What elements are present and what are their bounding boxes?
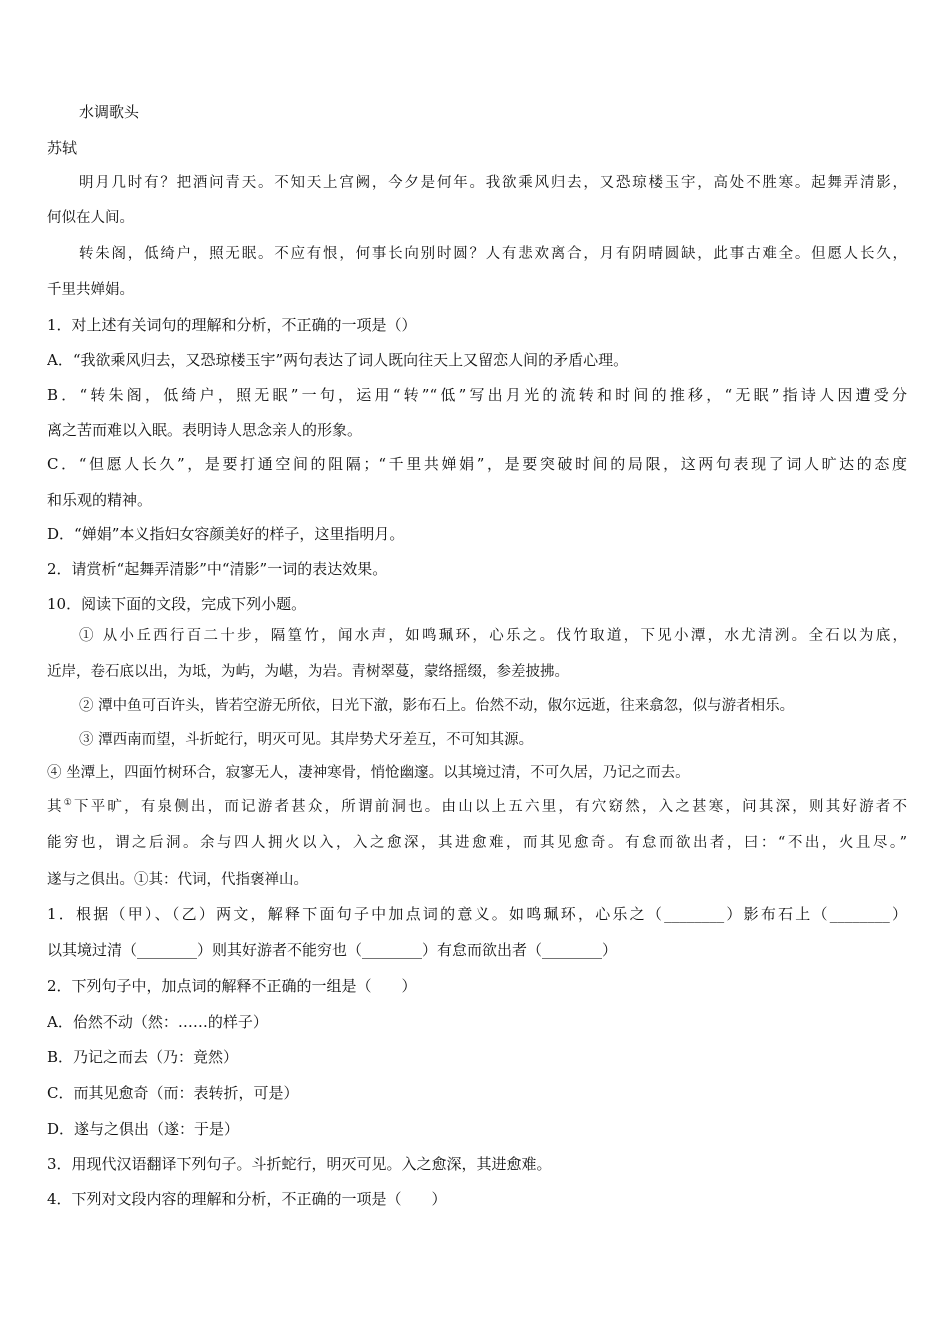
question-2: 2．请赏析“起舞弄清影”中“清影”一词的表达效果。: [47, 560, 388, 578]
poem-stanza-1-line-1: 明月几时有？把酒问青天。不知天上宫阙，今夕是何年。我欲乘风归去，又恐琼楼玉宇，高处不胜寒。起舞弄清影，: [79, 175, 907, 191]
option-b-line-2: 离之苦而难以入眠。表明诗人思念亲人的形象。: [47, 421, 363, 439]
passage-question-3: 3．用现代汉语翻译下列句子。斗折蛇行，明灭可见。入之愈深，其进愈难。: [47, 1155, 552, 1173]
passage-p4: ④ 坐潭上，四面竹树环合，寂寥无人，凄神寒骨，悄怆幽邃。以其境过清，不可久居，乃记之而去。: [47, 765, 690, 781]
passage-yi-line-1: [47, 796, 907, 818]
poem-title: 水调歌头: [79, 103, 140, 121]
footnote-marker: ①: [63, 798, 74, 809]
poem-stanza-1-line-2: 何似在人间。: [47, 210, 134, 226]
passage-question-1-line-2: 以其境过清（________）则其好游者不能穷也（________）有怠而欲出者（________）: [47, 941, 618, 959]
question-1: 1．对上述有关词句的理解和分析，不正确的一项是（）: [47, 316, 417, 334]
passage-p2: ② 潭中鱼可百许头，皆若空游无所依，日光下澈，影布石上。佁然不动，俶尔远逝，往来翕忽，似与游者相乐。: [79, 698, 795, 714]
passage-yi-start: 其: [47, 799, 64, 815]
passage-question-2: 2．下列句子中，加点词的解释不正确的一组是（ ）: [47, 977, 417, 995]
passage-option-c: C．而其见愈奇（而：表转折，可是）: [47, 1084, 299, 1102]
passage-p3: ③ 潭西南而望，斗折蛇行，明灭可见。其岸势犬牙差互，不可知其源。: [79, 732, 534, 748]
passage-yi-text: 下平旷，有泉侧出，而记游者甚众，所谓前洞也。由山以上五六里，有穴窈然，入之甚寒，问其深，则其好游者不: [74, 799, 907, 815]
option-b-line-1: B．“转朱阁，低绮户，照无眠”一句，运用“转”“低”写出月光的流转和时间的推移，“无眠”指诗人因遭受分: [47, 386, 907, 404]
poem-stanza-2-line-1: 转朱阁，低绮户，照无眠。不应有恨，何事长向别时圆？人有悲欢离合，月有阴晴圆缺，此事古难全。但愿人长久，: [79, 246, 907, 262]
poem-stanza-2-line-2: 千里共婵娟。: [47, 282, 134, 298]
option-a: A．“我欲乘风归去，又恐琼楼玉宇”两句表达了词人既向往天上又留恋人间的矛盾心理。: [47, 351, 629, 369]
passage-yi-line-2: 能穷也，谓之后洞。余与四人拥火以入，入之愈深，其进愈难，而其见愈奇。有怠而欲出者，曰：“不出，火且尽。”: [47, 835, 907, 851]
passage-option-b: B．乃记之而去（乃：竟然）: [47, 1048, 239, 1066]
passage-question-1-line-1: 1．根据（甲）、（乙）两文，解释下面句子中加点词的意义。如鸣珮环，心乐之（________）影布石上（________）: [47, 905, 907, 923]
option-c-line-1: C．“但愿人长久”，是要打通空间的阻隔；“千里共婵娟”，是要突破时间的局限，这两句表现了词人旷达的态度: [47, 455, 907, 473]
passage-option-d: D．遂与之俱出（遂：于是）: [47, 1120, 240, 1138]
passage-yi-line-3: 遂与之俱出。①其：代词，代指褒禅山。: [47, 872, 308, 888]
passage-question-4: 4．下列对文段内容的理解和分析，不正确的一项是（ ）: [47, 1190, 447, 1208]
passage-p1-line-2: 近岸，卷石底以出，为坻，为屿，为嵁，为岩。青树翠蔓，蒙络摇缀，参差披拂。: [47, 664, 569, 680]
option-c-line-2: 和乐观的精神。: [47, 491, 153, 509]
poem-author: 苏轼: [47, 139, 78, 157]
passage-option-a: A．佁然不动（然：……的样子）: [47, 1013, 268, 1031]
passage-p1-line-1: ① 从小丘西行百二十步，隔篁竹，闻水声，如鸣珮环，心乐之。伐竹取道，下见小潭，水尤清洌。全石以为底，: [79, 628, 907, 644]
option-d: D．“婵娟”本义指妇女容颜美好的样子，这里指明月。: [47, 525, 405, 543]
passage-heading: 10．阅读下面的文段，完成下列小题。: [47, 595, 307, 613]
